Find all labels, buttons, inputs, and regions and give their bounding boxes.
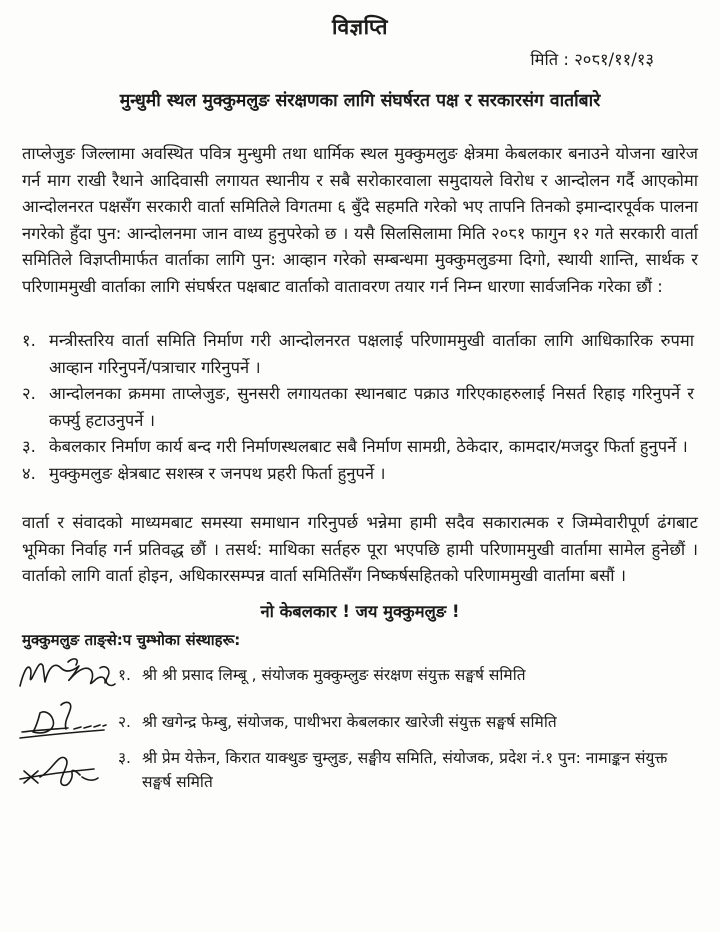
signatory-text: श्री श्री प्रसाद लिम्बू , संयोजक मुक्कुम्लुङ संरक्षण संयुक्त सङ्घर्ष समिति xyxy=(142,666,526,684)
signatory-number: १. xyxy=(118,666,131,684)
signatories-label: मुक्कुमलुङ ताङ्से:प चुम्भोका संस्थाहरू: xyxy=(22,630,241,649)
signature-3 xyxy=(22,747,118,793)
page-title: विज्ञप्ति xyxy=(332,15,388,39)
demand-item xyxy=(22,434,698,461)
signatory-row xyxy=(22,746,698,794)
slogan-line: नो केबलकार ! जय मुक्कुमलुङ ! xyxy=(260,601,460,621)
signatory-row xyxy=(22,699,698,746)
demand-number: २. xyxy=(22,384,36,403)
demand-number: ४. xyxy=(22,463,36,483)
signatory-text: श्री प्रेम येक्तेन, किरात याक्थुङ चुम्लुङ, सङ्घीय समिति, संयोजक, प्रदेश नं.१ पुन: नामाङ्कन संयुक्त सङ्घर्ष समिति xyxy=(142,748,668,791)
date-line: मिति : २०८१/११/१३ xyxy=(530,50,654,69)
signatory-entry xyxy=(118,663,698,687)
signatory-text: श्री खगेन्द्र फेम्बु, संयोजक, पाथीभरा केबलकार खारेजी संयुक्त सङ्घर्ष समिति xyxy=(142,713,557,731)
demand-text: आन्दोलनका क्रममा ताप्लेजुङ, सुनसरी लगायतका स्थानबाट पक्राउ गरिएकाहरुलाई निसर्त रिहाइ गरिनुपर्ने र कर्फ्यु हटाउनुपर्ने । xyxy=(49,384,694,430)
demand-item xyxy=(22,461,698,488)
demand-text: केबलकार निर्माण कार्य बन्द गरी निर्माणस्थलबाट सबै निर्माण सामग्री, ठेकेदार, कामदार/मजदुर फिर्ता हुनुपर्ने । xyxy=(49,437,688,456)
demand-text: मुक्कुमलुङ क्षेत्रबाट सशस्त्र र जनपथ प्रहरी फिर्ता हुनुपर्ने । xyxy=(49,463,386,483)
signatory-entry xyxy=(118,746,698,794)
demands-list xyxy=(22,328,698,487)
signatory-number: ३. xyxy=(118,748,131,767)
signatories-list xyxy=(22,652,698,794)
signatory-entry xyxy=(118,710,698,734)
demand-number: ३. xyxy=(22,437,36,456)
signatory-row xyxy=(22,652,698,699)
closing-paragraph: वार्ता र संवादको माध्यमबाट समस्या समाधान गरिनुपर्छ भन्नेमा हामी सदैव सकारात्मक र जिम्मेवारीपूर्ण ढंगबाट भूमिका निर्वाह गर्न प्रतिवद्ध छौं । तसर्थ: माथिका सर्तहरु पूरा भएपछि हामी परिणाममुखी वार्तामा सामेल हुनेछौं । वार्ताको लागि वार्ता होइन, अधिकारसम्पन्न वार्ता समितिसँग निष्कर्षसहितको परिणाममुखी वार्तामा बसौं । xyxy=(22,513,698,585)
signature-2 xyxy=(22,699,118,745)
signature-1 xyxy=(22,652,118,698)
signatory-number: २. xyxy=(118,713,131,731)
intro-paragraph: ताप्लेजुङ जिल्लामा अवस्थित पवित्र मुन्धुमी तथा धार्मिक स्थल मुक्कुमलुङ क्षेत्रमा केबलकार बनाउने योजना खारेज गर्न माग राखी रैथाने आदिवासी लगायत स्थानीय र सबै सरोकारवाला समुदायले विरोध र आन्दोलन गर्दै आएकोमा आन्दोलनरत पक्षसँग सरकारी वार्ता समितिले विगतमा ६ बुँदे सहमति गरेको भए तापनि तिनको इमान्दारपूर्वक पालना नगरेको हुँदा पुन: आन्दोलनमा जान वाध्य हुनुपरेको छ । यसै सिलसिलामा मिति २०८१ फागुन १२ गते सरकारी वार्ता समितिले विज्ञप्तीमार्फत वार्ताका लागि पुन: आव्हान गरेको सम्बन्धमा मुक्कुमलुङमा दिगो, स्थायी शान्ति, सार्थक र परिणाममुखी वार्ताका लागि संघर्षरत पक्षबाट वार्ताको वातावरण तयार गर्न निम्न धारणा सार्वजनिक गरेका छौं : xyxy=(22,144,698,296)
demand-item xyxy=(22,328,698,381)
document-heading: मुन्धुमी स्थल मुक्कुमलुङ संरक्षणका लागि संघर्षरत पक्ष र सरकारसंग वार्ताबारे xyxy=(119,91,601,111)
demand-text: मन्त्रीस्तरिय वार्ता समिति निर्माण गरी आन्दोलनरत पक्षलाई परिणाममुखी वार्ताका लागि आधिकारिक रुपमा आव्हान गरिनुपर्ने/पत्राचार गरिनुपर्ने । xyxy=(49,331,694,377)
demand-item xyxy=(22,381,698,434)
demand-number: १. xyxy=(22,331,36,350)
